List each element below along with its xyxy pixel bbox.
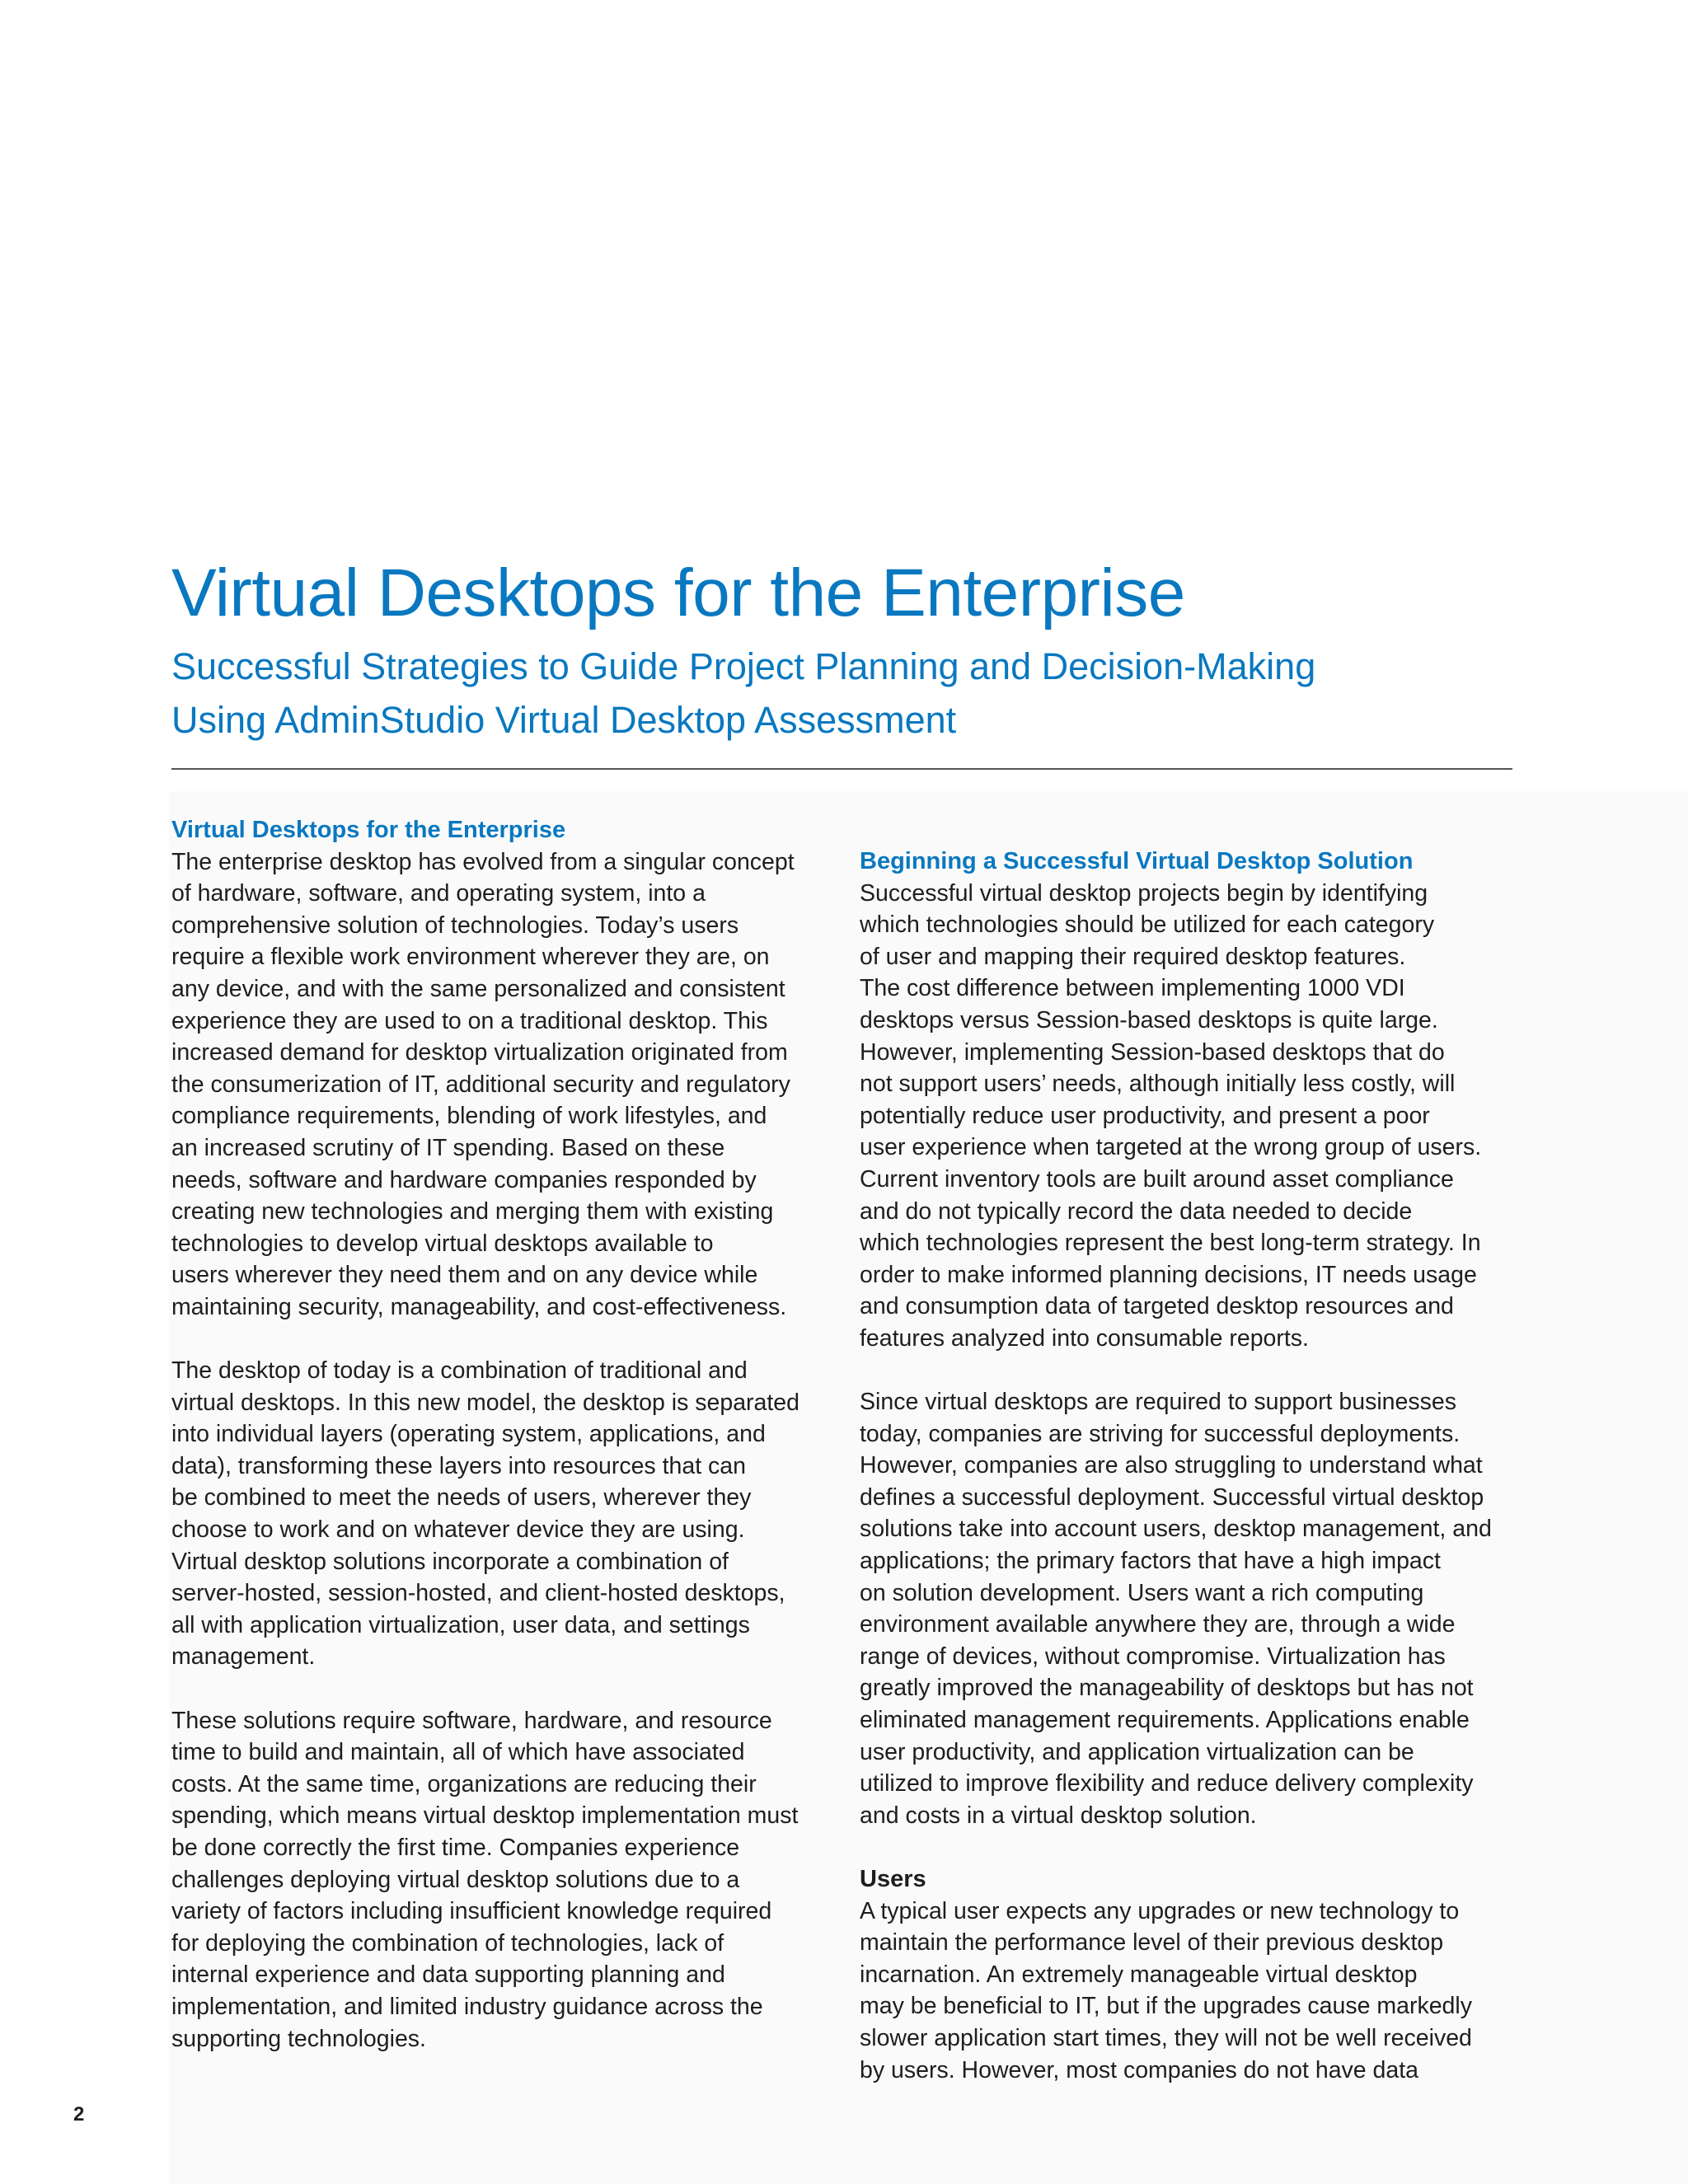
right-paragraph-2: Since virtual desktops are required to support businesses today, companies are striving for successful deployments. However, companies are also struggling to understand what defines a successful deployment. Successful virtual desktop solutions take into account users, desktop management, and applications; the primary factors that have a high impact on solution development. Users want a rich computing environment available anywhere they are, through a wide range of devices, without compromise. Virtualization has greatly improved the manageability of desktops but has not eliminated management requirements. Applications enable user productivity, and application virtualization can be utilized to improve flexibility and reduce delivery complexity and costs in a virtual desktop solution. <box>860 1389 1492 1829</box>
left-paragraph-1: The enterprise desktop has evolved from a singular concept of hardware, software, and operating system, into a comprehensive solution of technologies. Today’s users require a flexible work environment wherever they are, on any device, and with the same personalized and consistent experience they are used to on a traditional desktop. This increased demand for desktop virtualization originated from the consumerization of IT, additional security and regulatory compliance requirements, blending of work lifestyles, and an increased scrutiny of IT spending. Based on these needs, software and hardware companies responded by creating new technologies and merging them with existing technologies to develop virtual desktops available to users wherever they need them and on any device while maintaining security, manageability, and cost-effectiveness. <box>171 848 795 1320</box>
left-paragraph-3: These solutions require software, hardware, and resource time to build and maintain, all of which have associated costs. At the same time, organizations are reducing their spending, which means virtual desktop implementation must be done correctly the first time. Companies experience challenges deploying virtual desktop solutions due to a variety of factors including insufficient knowledge required for deploying the combination of technologies, lack of internal experience and data supporting planning and implementation, and limited industry guidance across the supporting technologies. <box>171 1707 799 2052</box>
users-heading: Users <box>860 1866 926 1892</box>
right-paragraph-1: Successful virtual desktop projects begin by identifying which technologies should be utilized for each category of user and mapping their required desktop features. The cost difference between implementing 1000 VDI desktops versus Session-based desktops is quite large. However, implementing Session-based desktops that do not support users’ needs, although initially less costly, will potentially reduce user productivity, and present a poor user experience when targeted at the wrong group of users. Current inventory tools are built around asset compliance and do not typically record the data needed to decide which technologies represent the best long-term strategy. In order to make informed planning decisions, IT needs usage and consumption data of targeted desktop resources and features analyzed into consumable reports. <box>860 879 1482 1352</box>
left-section-heading: Virtual Desktops for the Enterprise <box>171 817 566 843</box>
left-paragraph-2: The desktop of today is a combination of traditional and virtual desktops. In this new model, the desktop is separated into individual layers (operating system, applications, and data), transforming these layers into resources that can be combined to meet the needs of users, wherever they choose to work and on whatever device they are using. Virtual desktop solutions incorporate a combination of server-hosted, session-hosted, and client-hosted desktops, all with application virtualization, user data, and settings management. <box>171 1357 799 1671</box>
header-divider <box>171 768 1512 770</box>
document-header <box>171 552 1515 747</box>
page-subtitle-line-1: Successful Strategies to Guide Project Planning and Decision-Making <box>171 645 1316 687</box>
right-column <box>860 846 1515 2118</box>
right-section-heading: Beginning a Successful Virtual Desktop Solution <box>860 848 1414 874</box>
users-paragraph: A typical user expects any upgrades or new technology to maintain the performance level of their previous desktop incarnation. An extremely manageable virtual desktop may be beneficial to IT, but if the upgrades cause markedly slower application start times, they will not be well received by users. However, most companies do not have data <box>860 1897 1472 2083</box>
page-subtitle-line-2: Using AdminStudio Virtual Desktop Assessment <box>171 699 957 741</box>
left-column <box>171 814 839 2087</box>
page-number: 2 <box>73 2103 85 2125</box>
page-title: Virtual Desktops for the Enterprise <box>171 555 1185 630</box>
